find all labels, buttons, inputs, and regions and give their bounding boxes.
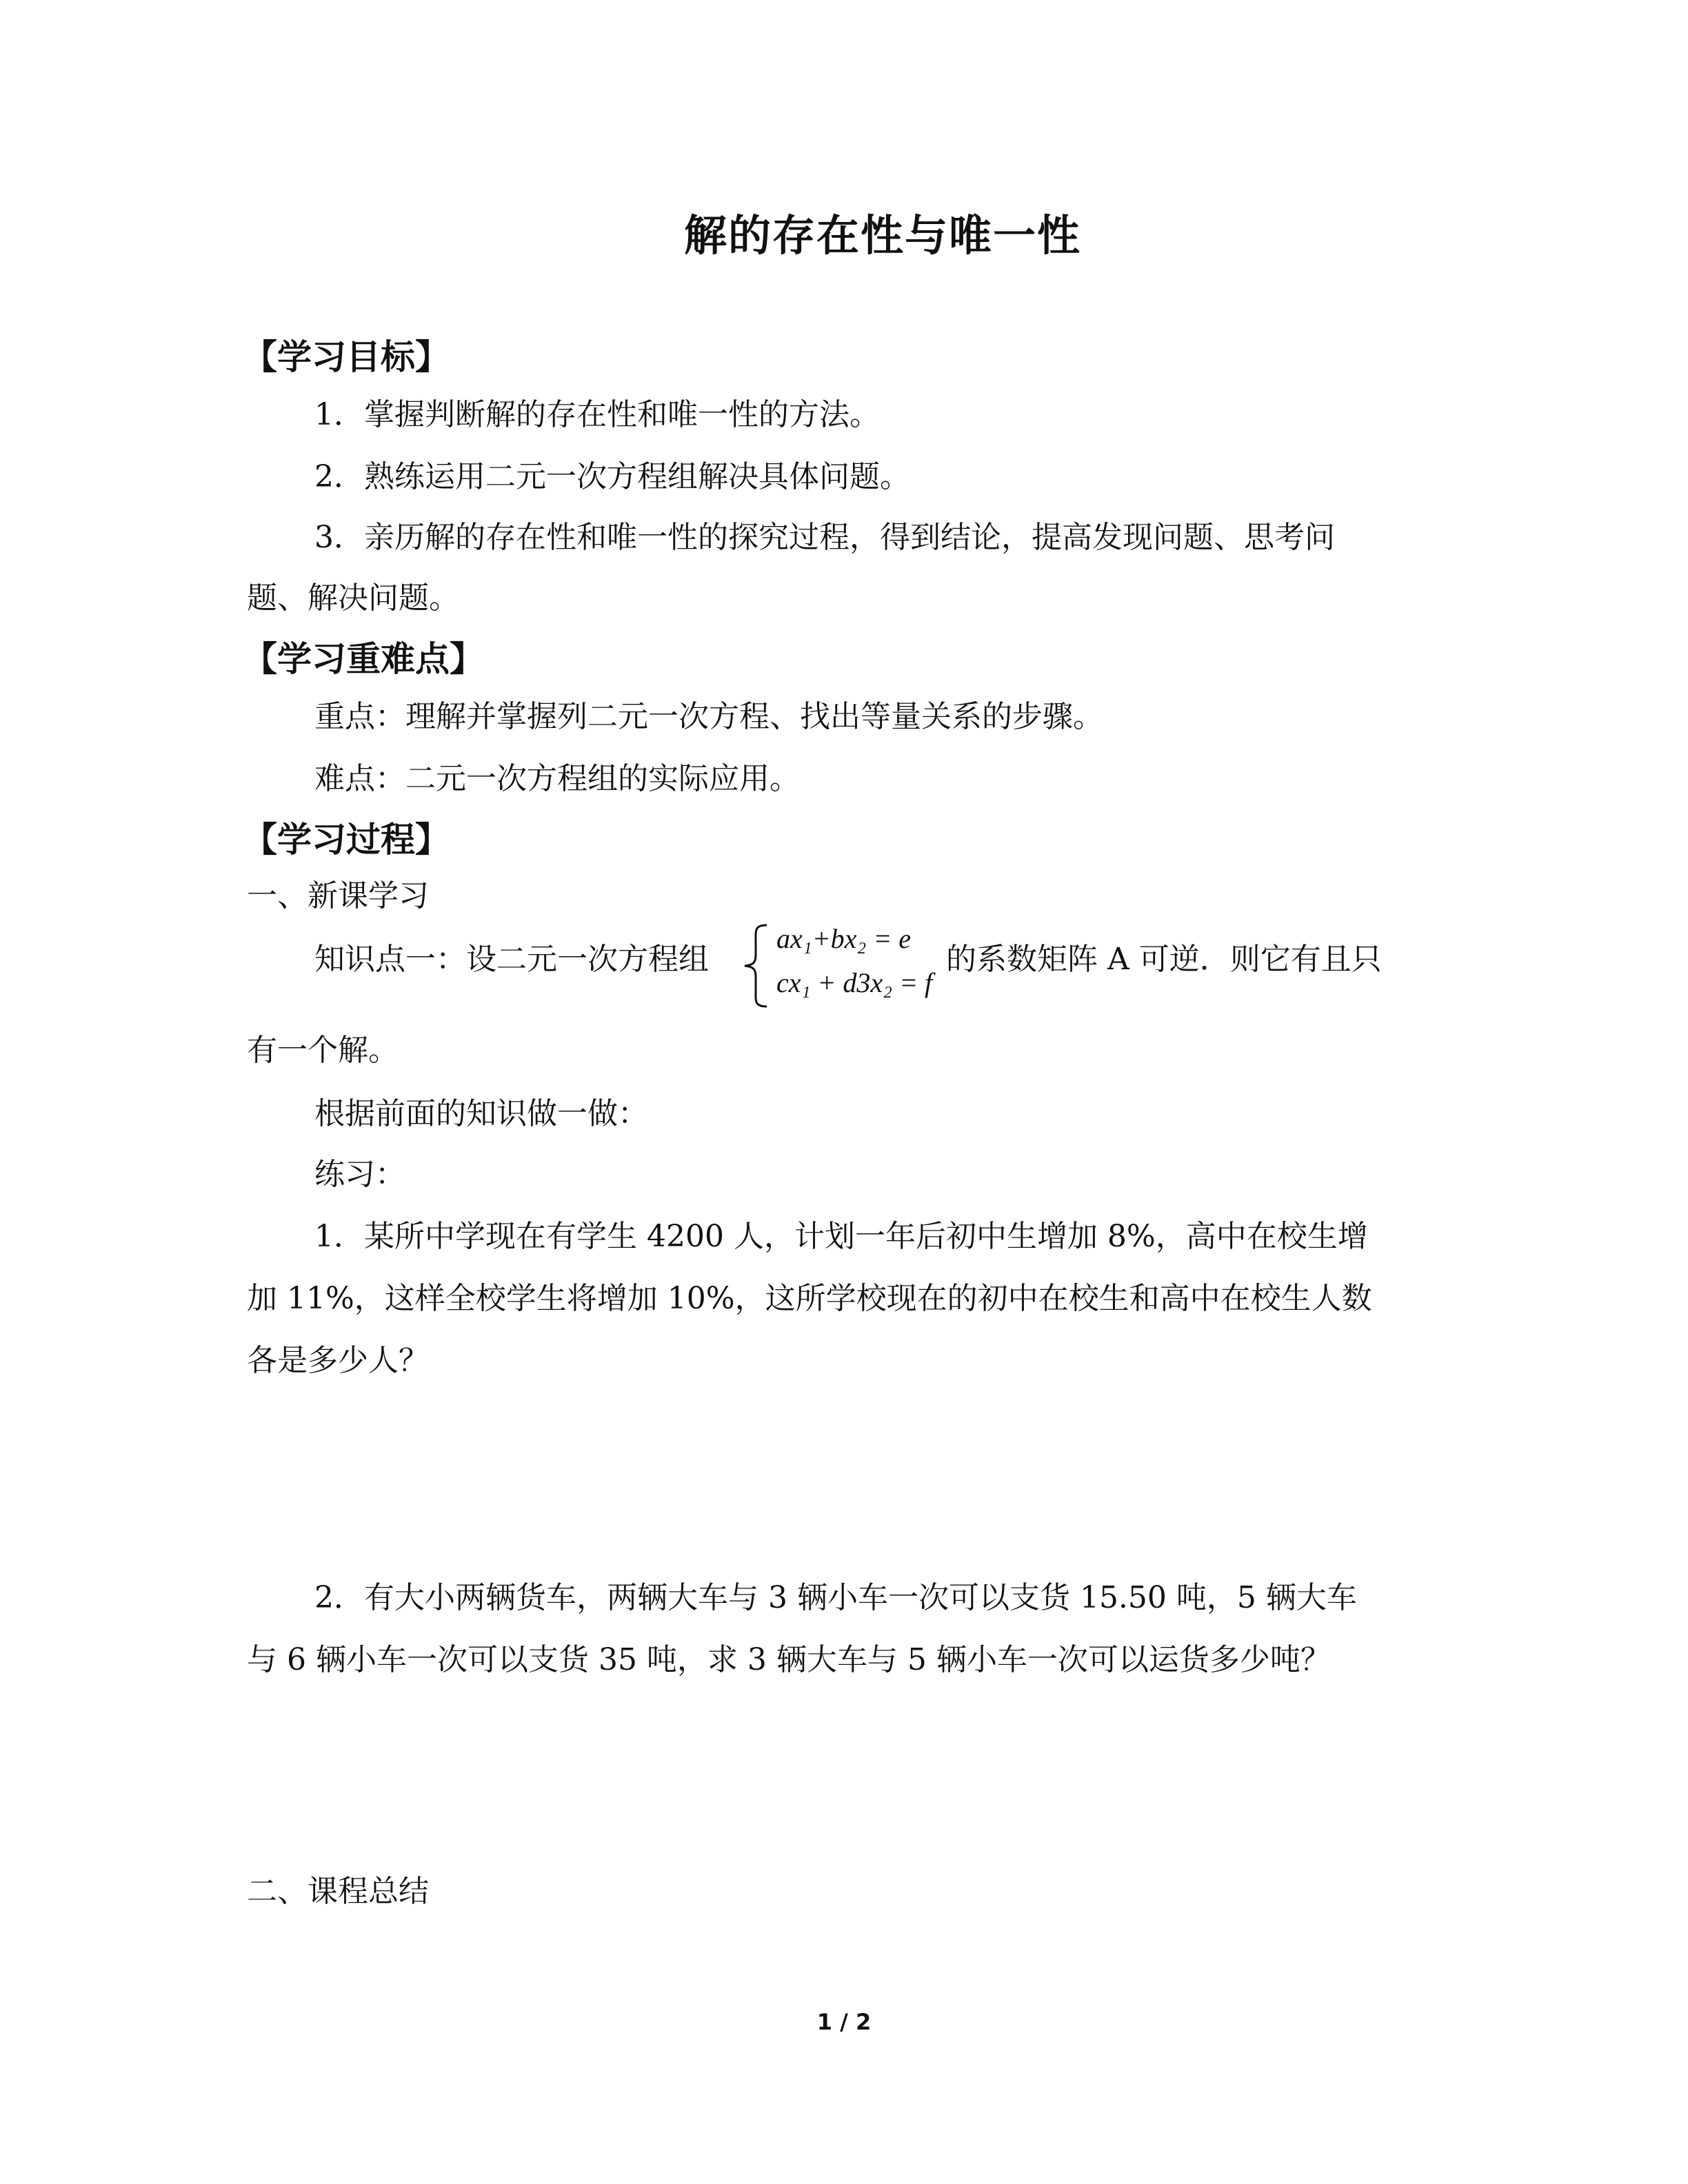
difficult-point-text: 难点：二元一次方程组的实际应用。 xyxy=(314,761,800,796)
page-number: 1 / 2 xyxy=(816,2009,872,2035)
section-course-summary: 二、课程总结 xyxy=(247,1874,429,1909)
knowledge-point-suffix: 的系数矩阵 A 可逆．则它有且只 xyxy=(946,942,1382,977)
question-1-line-2: 加 11%，这样全校学生将增加 10%，这所学校现在的初中在校生和高中在校生人数 xyxy=(247,1281,1372,1316)
question-2-line-2: 与 6 辆小车一次可以支货 35 吨，求 3 辆大车与 5 辆小车一次可以运货多少吨？ xyxy=(247,1642,1331,1677)
page-title: 解的存在性与唯一性 xyxy=(683,210,1081,261)
equation-system xyxy=(735,921,949,1011)
goal-item-3-line-2: 题、解决问题。 xyxy=(247,580,459,616)
learning-goals-heading: 【学习目标】 xyxy=(243,337,450,377)
goal-item-3-line-1: 3．亲历解的存在性和唯一性的探究过程，得到结论，提高发现问题、思考问 xyxy=(314,520,1335,555)
question-1-line-3: 各是多少人？ xyxy=(247,1343,429,1378)
goal-item-2: 2．熟练运用二元一次方程组解决具体问题。 xyxy=(314,459,910,494)
goal-item-1: 1．掌握判断解的存在性和唯一性的方法。 xyxy=(314,397,880,432)
key-difficult-heading: 【学习重难点】 xyxy=(243,639,484,679)
learning-process-heading: 【学习过程】 xyxy=(243,820,450,860)
section-new-lesson: 一、新课学习 xyxy=(247,878,429,913)
knowledge-point-prefix: 知识点一：设二元一次方程组 xyxy=(314,942,709,977)
practice-intro: 根据前面的知识做一做： xyxy=(314,1096,648,1131)
question-2-line-1: 2．有大小两辆货车，两辆大车与 3 辆小车一次可以支货 15.50 吨，5 辆大车 xyxy=(314,1580,1357,1615)
knowledge-point-line-2: 有一个解。 xyxy=(247,1033,399,1068)
key-point-text: 重点：理解并掌握列二元一次方程、找出等量关系的步骤。 xyxy=(314,699,1103,734)
equation-2: cx₁ + d3x₂ = f xyxy=(776,967,933,998)
question-1-line-1: 1．某所中学现在有学生 4200 人，计划一年后初中生增加 8%，高中在校生增 xyxy=(314,1219,1368,1254)
practice-label: 练习： xyxy=(314,1157,405,1192)
left-brace-icon xyxy=(735,921,776,1011)
equation-1: ax₁+bx₂ = e xyxy=(776,923,912,954)
